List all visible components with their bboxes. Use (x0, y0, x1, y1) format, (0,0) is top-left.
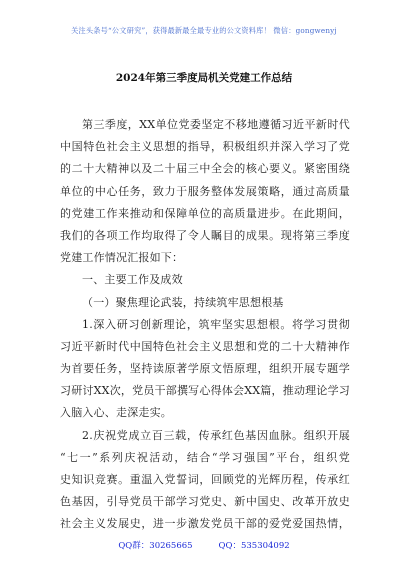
section-heading: 一、主要工作及成效 (82, 273, 183, 287)
body-line: 的党建工作来推动和保障单位的高质量进步。在此期间， (60, 206, 350, 220)
subsection-heading: （一）聚焦理论武装，持续筑牢思想根基 (82, 295, 284, 309)
footer-qq: QQ：535304092 (218, 541, 290, 551)
document-title: 2024年第三季度局机关党建工作总结 (115, 72, 293, 84)
body-line: 习研讨XX次，党员干部撰写心得体会XX篇，推动理论学习 (60, 384, 350, 398)
body-line: 史知识竞赛。重温入党誓词，回顾党的光辉历程，传承红 (60, 473, 350, 486)
body-line: 为首要任务，坚持读原著学原文悟原理，组织开展专题学 (60, 362, 350, 376)
body-line: 社会主义发展史，进一步激发党员干部的爱党爱国热情， (60, 517, 350, 531)
body-line: 习近平新时代中国特色社会主义思想和党的二十大精神作 (60, 339, 350, 353)
document-body (60, 114, 350, 536)
body-line: 色基因，引导党员干部学习党史、新中国史、改革开放史 (60, 495, 350, 509)
body-line: “七一”系列庆祝活动，结合“学习强国”平台，组织党 (60, 450, 350, 464)
body-line: 党建工作情况汇报如下： (60, 251, 184, 265)
body-line: 我们的各项工作均取得了令人瞩目的成果。现将第三季度 (60, 228, 350, 242)
body-line: 中国特色社会主义思想的指导，积极组织并深入学习了党 (60, 140, 350, 154)
body-line: 2.庆祝党成立百三载，传承红色基因血脉。组织开展 (82, 428, 350, 442)
body-line: 入脑入心、走深走实。 (60, 406, 172, 420)
body-line: 单位的中心任务，致力于服务整体发展策略，通过高质量 (60, 184, 350, 198)
body-line: 的二十大精神以及二十届三中全会的核心要义。紧密围绕 (60, 162, 350, 176)
body-line: 第三季度，XX单位党委坚定不移地遵循习近平新时代 (82, 118, 350, 131)
header-banner: 关注头条号“公文研究”，获得最新最全最专业的公文资料库！ 微信：gongwenyj (71, 26, 337, 35)
footer-contact (0, 539, 408, 551)
body-line: 1.深入研习创新理论，筑牢坚实思想根。将学习贯彻 (82, 317, 350, 331)
footer-qq-group: QQ群：30265665 (118, 541, 193, 551)
